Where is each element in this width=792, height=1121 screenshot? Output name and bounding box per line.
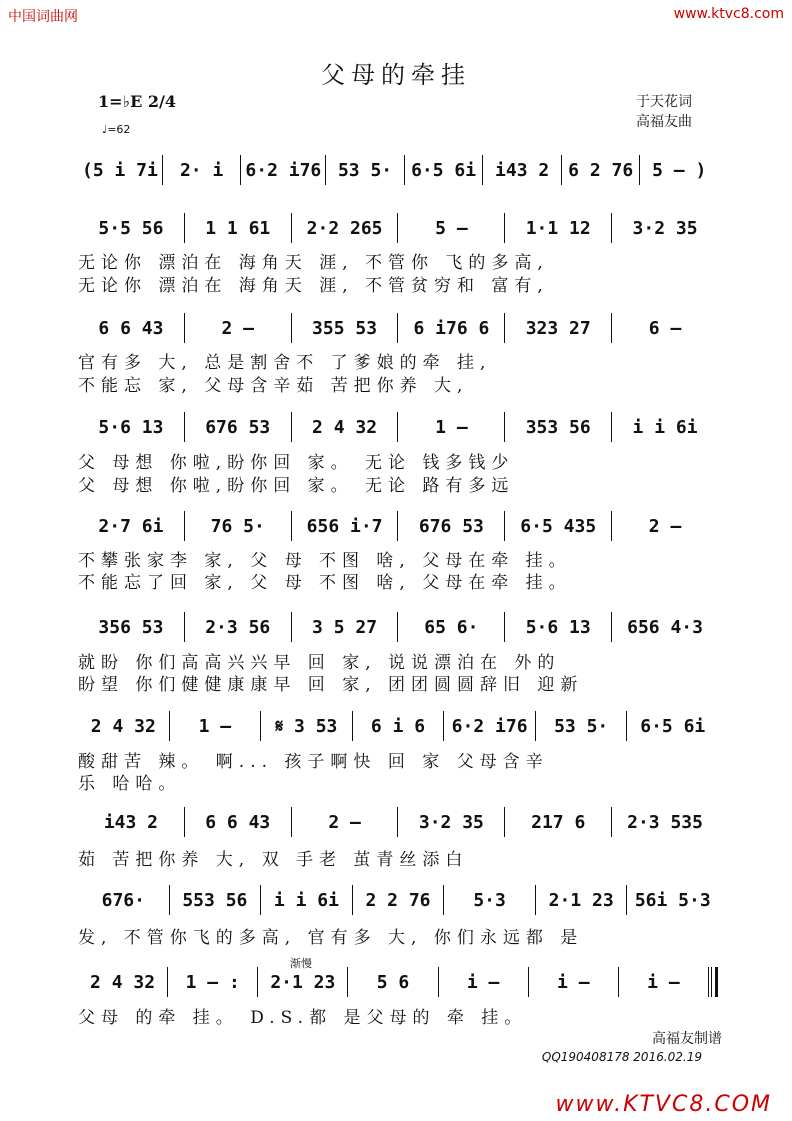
measure: 2·3 535	[627, 811, 703, 833]
measure: 2· i	[163, 155, 242, 185]
arranger-credit: 高福友制谱	[652, 1031, 722, 1047]
site-name-left: 中国词曲网	[8, 9, 78, 25]
notation-row	[78, 313, 718, 343]
measure: 5·6 13	[505, 612, 612, 642]
measure: i i 6i	[261, 885, 353, 915]
measure: 2 4 32	[78, 967, 168, 997]
measure: 6·2 i76	[241, 155, 326, 185]
measure: 76 5·	[185, 511, 292, 541]
key-signature: 1=♭E 2/4	[98, 92, 176, 111]
measure: 6·2 i76	[444, 711, 536, 741]
measure: 6 2 76	[562, 155, 641, 185]
measure: 2·1 23	[258, 967, 348, 997]
song-title: 父母的牵挂	[321, 61, 471, 89]
final-barline	[711, 967, 718, 997]
measure: 6 i76 6	[398, 313, 505, 343]
measure: 6 6 43	[78, 313, 185, 343]
lyric-line: 父母 的牵 挂。 D.S.都 是父母的 牵 挂。	[78, 1008, 528, 1028]
notation-row	[78, 612, 718, 642]
lyric-line: 无论你 漂泊在 海角天 涯, 不管贫穷和 富有,	[78, 276, 549, 296]
measure: 553 56	[170, 885, 262, 915]
measure: 2 4 32	[292, 412, 399, 442]
measure: 5·6 13	[78, 412, 185, 442]
watermark-site: www.KTVC8.COM	[555, 1092, 772, 1117]
measure: 1·1 12	[505, 213, 612, 243]
lyric-line: 父 母想 你啦,盼你回 家。 无论 钱多钱少	[78, 453, 515, 473]
measure: 2 2 76	[353, 885, 445, 915]
lyric-line: 酸甜苦 辣。 啊... 孩子啊快 回 家 父母含辛	[78, 752, 549, 772]
measure: 676 53	[398, 511, 505, 541]
measure: i –	[439, 967, 529, 997]
lyric-line: 无论你 漂泊在 海角天 涯, 不管你 飞的多高,	[78, 253, 549, 273]
measure: 6·5 6i	[405, 155, 484, 185]
measure: 56i 5·3	[634, 889, 711, 911]
measure: 3·2 35	[398, 807, 505, 837]
measure: 5·3	[444, 885, 536, 915]
lyricist: 于天花词	[636, 94, 692, 110]
measure: 217 6	[505, 807, 612, 837]
measure: 323 27	[505, 313, 612, 343]
measure: 3·2 35	[632, 217, 698, 239]
measure: 5 6	[348, 967, 438, 997]
measure: 1 – :	[168, 967, 258, 997]
measure: 2·3 56	[185, 612, 292, 642]
credits	[636, 92, 692, 132]
tempo-mark: ♩=62	[102, 123, 131, 136]
lyric-line: 不能忘 家, 父母含辛茹 苦把你养 大,	[78, 376, 469, 396]
measure: 3 5 27	[292, 612, 399, 642]
measure: 6 i 6	[353, 711, 445, 741]
measure: i43 2	[483, 155, 562, 185]
measure: 355 53	[292, 313, 399, 343]
measure: 6 –	[648, 317, 682, 339]
measure: 676 53	[185, 412, 292, 442]
measure: 6·5 6i	[640, 715, 706, 737]
notation-row	[78, 885, 718, 915]
measure: 5 –	[398, 213, 505, 243]
lyric-line: 乐 哈哈。	[78, 774, 182, 794]
notation-row	[78, 213, 718, 243]
measure: 2 –	[292, 807, 399, 837]
measure: 1 –	[398, 412, 505, 442]
notation-row	[78, 711, 718, 741]
notation-row	[78, 511, 718, 541]
measure: 2·2 265	[292, 213, 399, 243]
measure: 𝄋 3 53	[261, 711, 353, 741]
measure: i –	[529, 967, 619, 997]
measure: 6·5 435	[505, 511, 612, 541]
notation-row	[78, 967, 718, 997]
measure: 656 i·7	[292, 511, 399, 541]
measure: 2·7 6i	[78, 511, 185, 541]
measure: 5·5 56	[78, 213, 185, 243]
measure: (5 i 7i	[78, 155, 163, 185]
lyric-line: 不攀张家李 家, 父 母 不图 啥, 父母在牵 挂。	[78, 551, 572, 571]
notation-row	[78, 155, 718, 185]
measure: 656 4·3	[627, 616, 703, 638]
measure: 1 –	[170, 711, 262, 741]
contact-date: QQ190408178 2016.02.19	[541, 1050, 702, 1064]
lyric-line: 茹 苦把你养 大, 双 手老 茧青丝添白	[78, 850, 469, 870]
measure: i i 6i	[632, 416, 698, 438]
measure: 65 6·	[398, 612, 505, 642]
measure: 2 4 32	[78, 711, 170, 741]
measure: 2 –	[185, 313, 292, 343]
lyric-line: 盼望 你们健健康康早 回 家, 团团圆圆辞旧 迎新	[78, 675, 584, 695]
measure: 2·1 23	[536, 885, 628, 915]
notation-row	[78, 807, 718, 837]
measure: 5 – )	[652, 159, 707, 181]
measure: 356 53	[78, 612, 185, 642]
measure: 2 –	[648, 515, 682, 537]
measure: 1 1 61	[185, 213, 292, 243]
measure: 676·	[78, 885, 170, 915]
lyric-line: 官有多 大, 总是割舍不 了爹娘的牵 挂,	[78, 353, 492, 373]
site-url-right: www.ktvc8.com	[673, 6, 784, 22]
measure: i –	[619, 967, 709, 997]
ritardando-mark: 渐慢	[290, 957, 312, 970]
measure: 53 5·	[326, 155, 405, 185]
lyric-line: 父 母想 你啦,盼你回 家。 无论 路有多远	[78, 476, 515, 496]
lyric-line: 不能忘了回 家, 父 母 不图 啥, 父母在牵 挂。	[78, 573, 572, 593]
lyric-line: 发, 不管你飞的多高, 官有多 大, 你们永远都 是	[78, 928, 584, 948]
composer: 高福友曲	[636, 114, 692, 130]
notation-row	[78, 412, 718, 442]
measure: i43 2	[78, 807, 185, 837]
measure: 353 56	[505, 412, 612, 442]
measure: 53 5·	[536, 711, 628, 741]
measure: 6 6 43	[185, 807, 292, 837]
lyric-line: 就盼 你们高高兴兴早 回 家, 说说漂泊在 外的	[78, 653, 561, 673]
